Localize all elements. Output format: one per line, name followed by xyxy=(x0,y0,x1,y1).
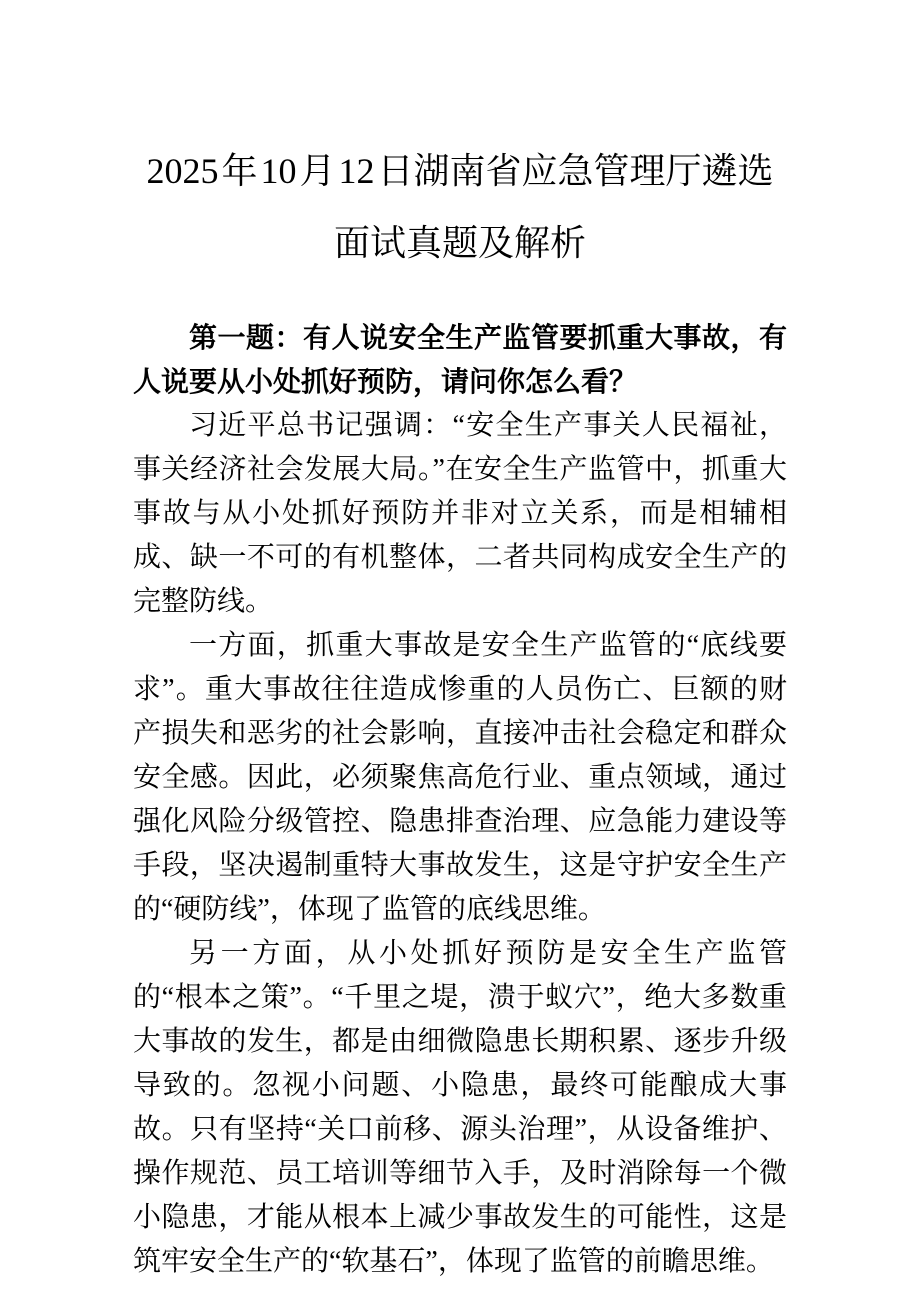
document-title-line-2: 面试真题及解析 xyxy=(333,223,586,263)
document-title-line-1: 2025 年 10 月 12 日湖南省应急管理厅遴选 xyxy=(146,151,774,191)
answer-paragraph-1: 习近平总书记强调：“安全生产事关人民福祉，事关经济社会发展大局。”在安全生产监管中，抓重大事故与从小处抓好预防并非对立关系，而是相辅相成、缺一不可的有机整体，二者共同构成安全生产的完整防线。 xyxy=(133,410,787,617)
answer-paragraph-2: 一方面，抓重大事故是安全生产监管的“底线要求”。重大事故往往造成惨重的人员伤亡、巨额的财产损失和恶劣的社会影响，直接冲击社会稳定和群众安全感。因此，必须聚焦高危行业、重点领域，通过强化风险分级管控、隐患排查治理、应急能力建设等手段，坚决遏制重特大事故发生，这是守护安全生产的“硬防线”，体现了监管的底线思维。 xyxy=(133,630,787,925)
document-title xyxy=(133,135,787,279)
question-1-heading: 第一题：有人说安全生产监管要抓重大事故，有人说要从小处抓好预防，请问你怎么看？ xyxy=(133,322,787,397)
document-body xyxy=(133,316,787,1284)
answer-paragraph-3: 另一方面，从小处抓好预防是安全生产监管的“根本之策”。“千里之堤，溃于蚁穴”，绝大多数重大事故的发生，都是由细微隐患长期积累、逐步升级导致的。忽视小问题、小隐患，最终可能酿成大事故。只有坚持“关口前移、源头治理”，从设备维护、操作规范、员工培训等细节入手，及时消除每一个微小隐患，才能从根本上减少事故发生的可能性，这是筑牢安全生产的“软基石”，体现了监管的前瞻思维。 xyxy=(133,938,787,1277)
